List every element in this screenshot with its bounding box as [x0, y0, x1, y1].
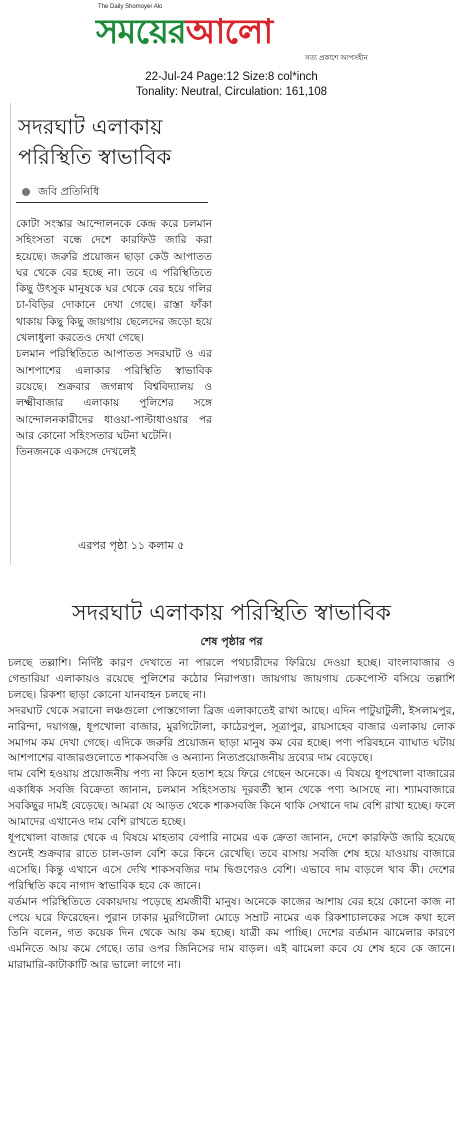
article-2-body	[8, 655, 455, 973]
headline-line-1: সদরঘাট এলাকায়	[18, 115, 163, 139]
byline	[22, 183, 99, 202]
article-2-paragraph: বর্তমান পরিস্থিতিতে বেকায়দায় পড়েছে শ্রমজীবী মানুষ। অনেকে কাজের আশায় বের হয়ে কোনো কাজ না পেয়ে ঘরে ফিরেছেন। পুরান ঢাকার মুরগিটোলা মোড়ে সম্রাট নামের এক রিকশাচালকের সঙ্গে কথা হলে তিনি বলেন, গত কয়েক দিন থেকে আয় কম হচ্ছে। যাত্রী কম পাচ্ছি। দেশের বর্তমান ঝামেলার কারণে এমনিতে আয় কমে গেছে। তার ওপর জিনিসের দাম বাড়ল। এই ঝামেলা কবে যে শেষ হবে কে জানে। মারামারি-কাটাকাটি আর ভালো লাগে না।	[8, 894, 455, 972]
bullet-icon	[22, 188, 30, 196]
clipping-meta-tonality: Tonality: Neutral, Circulation: 161,108	[135, 86, 328, 98]
byline-divider	[16, 202, 208, 203]
masthead-tagline: সত্য প্রকাশে আপসহীন	[305, 54, 368, 62]
headline-line-2: পরিস্থিতি স্বাভাবিক	[18, 145, 172, 169]
logo-part-2: আলো	[185, 12, 273, 52]
article-1-paragraph: তিনজনকে একসঙ্গে দেখলেই	[16, 446, 136, 459]
article-2-paragraph: দাম বেশি হওয়ায় প্রয়োজনীয় পণ্য না কিনে হতাশ হয়ে ফিরে গেছেন অনেকে। এ বিষয়ে ধূপখোলা বাজারের একাধিক সবজি বিক্রেতা জানান, চলমান সহিংসতায় দূরবর্তী স্থান থেকে পণ্য আসছে না। শ্যামবাজারে সবকিছুর দামই বেড়েছে। আমরা যে আড়ত থেকে শাকসবজি কিনে থাকি সেখানে দাম বেশি রাখা হচ্ছে। ফলে আমাদের এখানেও দাম বেশি রাখতে হচ্ছে।	[8, 767, 455, 829]
continued-on-page: এরপর পৃষ্ঠা ১১ কলাম ৫	[78, 539, 185, 552]
logo-part-1: সময়ের	[96, 12, 186, 52]
article-2-paragraph: ধূপখোলা বাজার থেকে এ বিষয়ে মাহতাব বেপারি নামের এক ক্রেতা জানান, দেশে কারফিউ জারি হয়েছে শুনেই শুক্রবার রাতে চাল-ডাল বেশি করে কিনে রেখেছি। তবে বাসায় সবজি শেষ হয়ে যাওয়ায় বাজারে এসেছি। কিন্তু এখানে এসে দেখি শাকসবজির দাম দ্বিগুণেরও বেশি। এভাবে দাম বাড়লে খাব কী। দেশের পরিস্থিতি কবে নাগাদ স্বাভাবিক হবে কে জানে।	[8, 830, 455, 892]
article-1-body	[16, 216, 212, 460]
article-2-paragraph: সদরঘাট থেকে সরানো লঞ্চগুলো পোস্তগোলা ব্রিজ এলাকাতেই রাখা আছে। এদিন পাটুয়াটুলী, ইসলামপুর, নারিন্দা, দয়াগঞ্জ, ধূপখোলা বাজার, মুরগিটোলা, কাঠেরপুল, সূত্রাপুর, রায়সাহেব বাজার এলাকায় লোক সমাগম কম দেখা গেছে। এদিকে জরুরি প্রয়োজন ছাড়া মানুষ কম বের হচ্ছে। পণ্য পরিবহনে ব্যাঘাত ঘটায় আশপাশের বাজারগুলোতে শাকসবজি ও অন্যান্য নিত্যপ্রয়োজনীয় দ্রব্যের দাম বেড়েছে।	[8, 703, 455, 765]
article-2-subhead: শেষ পৃষ্ঠার পর	[200, 635, 263, 648]
clipping-meta-date-page: 22-Jul-24 Page:12 Size:8 col*inch	[145, 71, 318, 83]
newspaper-logo	[96, 12, 272, 52]
article-1-headline	[18, 112, 218, 172]
byline-text: জবি প্রতিনিধি	[38, 185, 100, 198]
article-1-paragraph: কোটা সংস্কার আন্দোলনকে কেন্দ্র করে চলমান সহিংসতা বন্ধে দেশে কারফিউ জারি করা হয়েছে। জরুরি প্রয়োজন ছাড়া কেউ আপাতত ঘর থেকে বের হচ্ছে না। তবে এ পরিস্থিতিতে কিছু উৎসুক মানুষকে ঘর থেকে বের হয়ে গলির চা-বিড়ির দোকানে দেখা গেছে। রাস্তা ফাঁকা থাকায় কিছু কিছু জায়গায় ছেলেদের জড়ো হয়ে খেলাধুলা করতেও দেখা গেছে।	[16, 218, 212, 345]
article-2-paragraph: চলছে তল্লাশি। নির্দিষ্ট কারণ দেখাতে না পারলে পথচারীদের ফিরিয়ে দেওয়া হচ্ছে। বাংলাবাজার ও গেন্ডারিয়া এলাকায়ও রয়েছে পুলিশের কঠোর নিরাপত্তা। জায়গায় জায়গায় চেকপোস্ট বসিয়ে তল্লাশি চলছে। রিকশা ছাড়া কোনো যানবাহন চলছে না।	[8, 656, 455, 701]
masthead-english-name: The Daily Shomoyer Alo	[98, 4, 163, 10]
article-2-headline: সদরঘাট এলাকায় পরিস্থিতি স্বাভাবিক	[72, 601, 391, 626]
masthead	[0, 0, 463, 66]
article-1-paragraph: চলমান পরিস্থিতিতে আপাতত সদরঘাট ও এর আশপাশের এলাকার পরিস্থিতি স্বাভাবিক রয়েছে। শুক্রবার জগন্নাথ বিশ্ববিদ্যালয় ও লক্ষ্মীবাজার এলাকায় পুলিশের সঙ্গে আন্দোলনকারীদের ধাওয়া-পাল্টাধাওয়ার পর আর কোনো সহিংসতার ঘটনা ঘটেনি।	[16, 348, 212, 442]
